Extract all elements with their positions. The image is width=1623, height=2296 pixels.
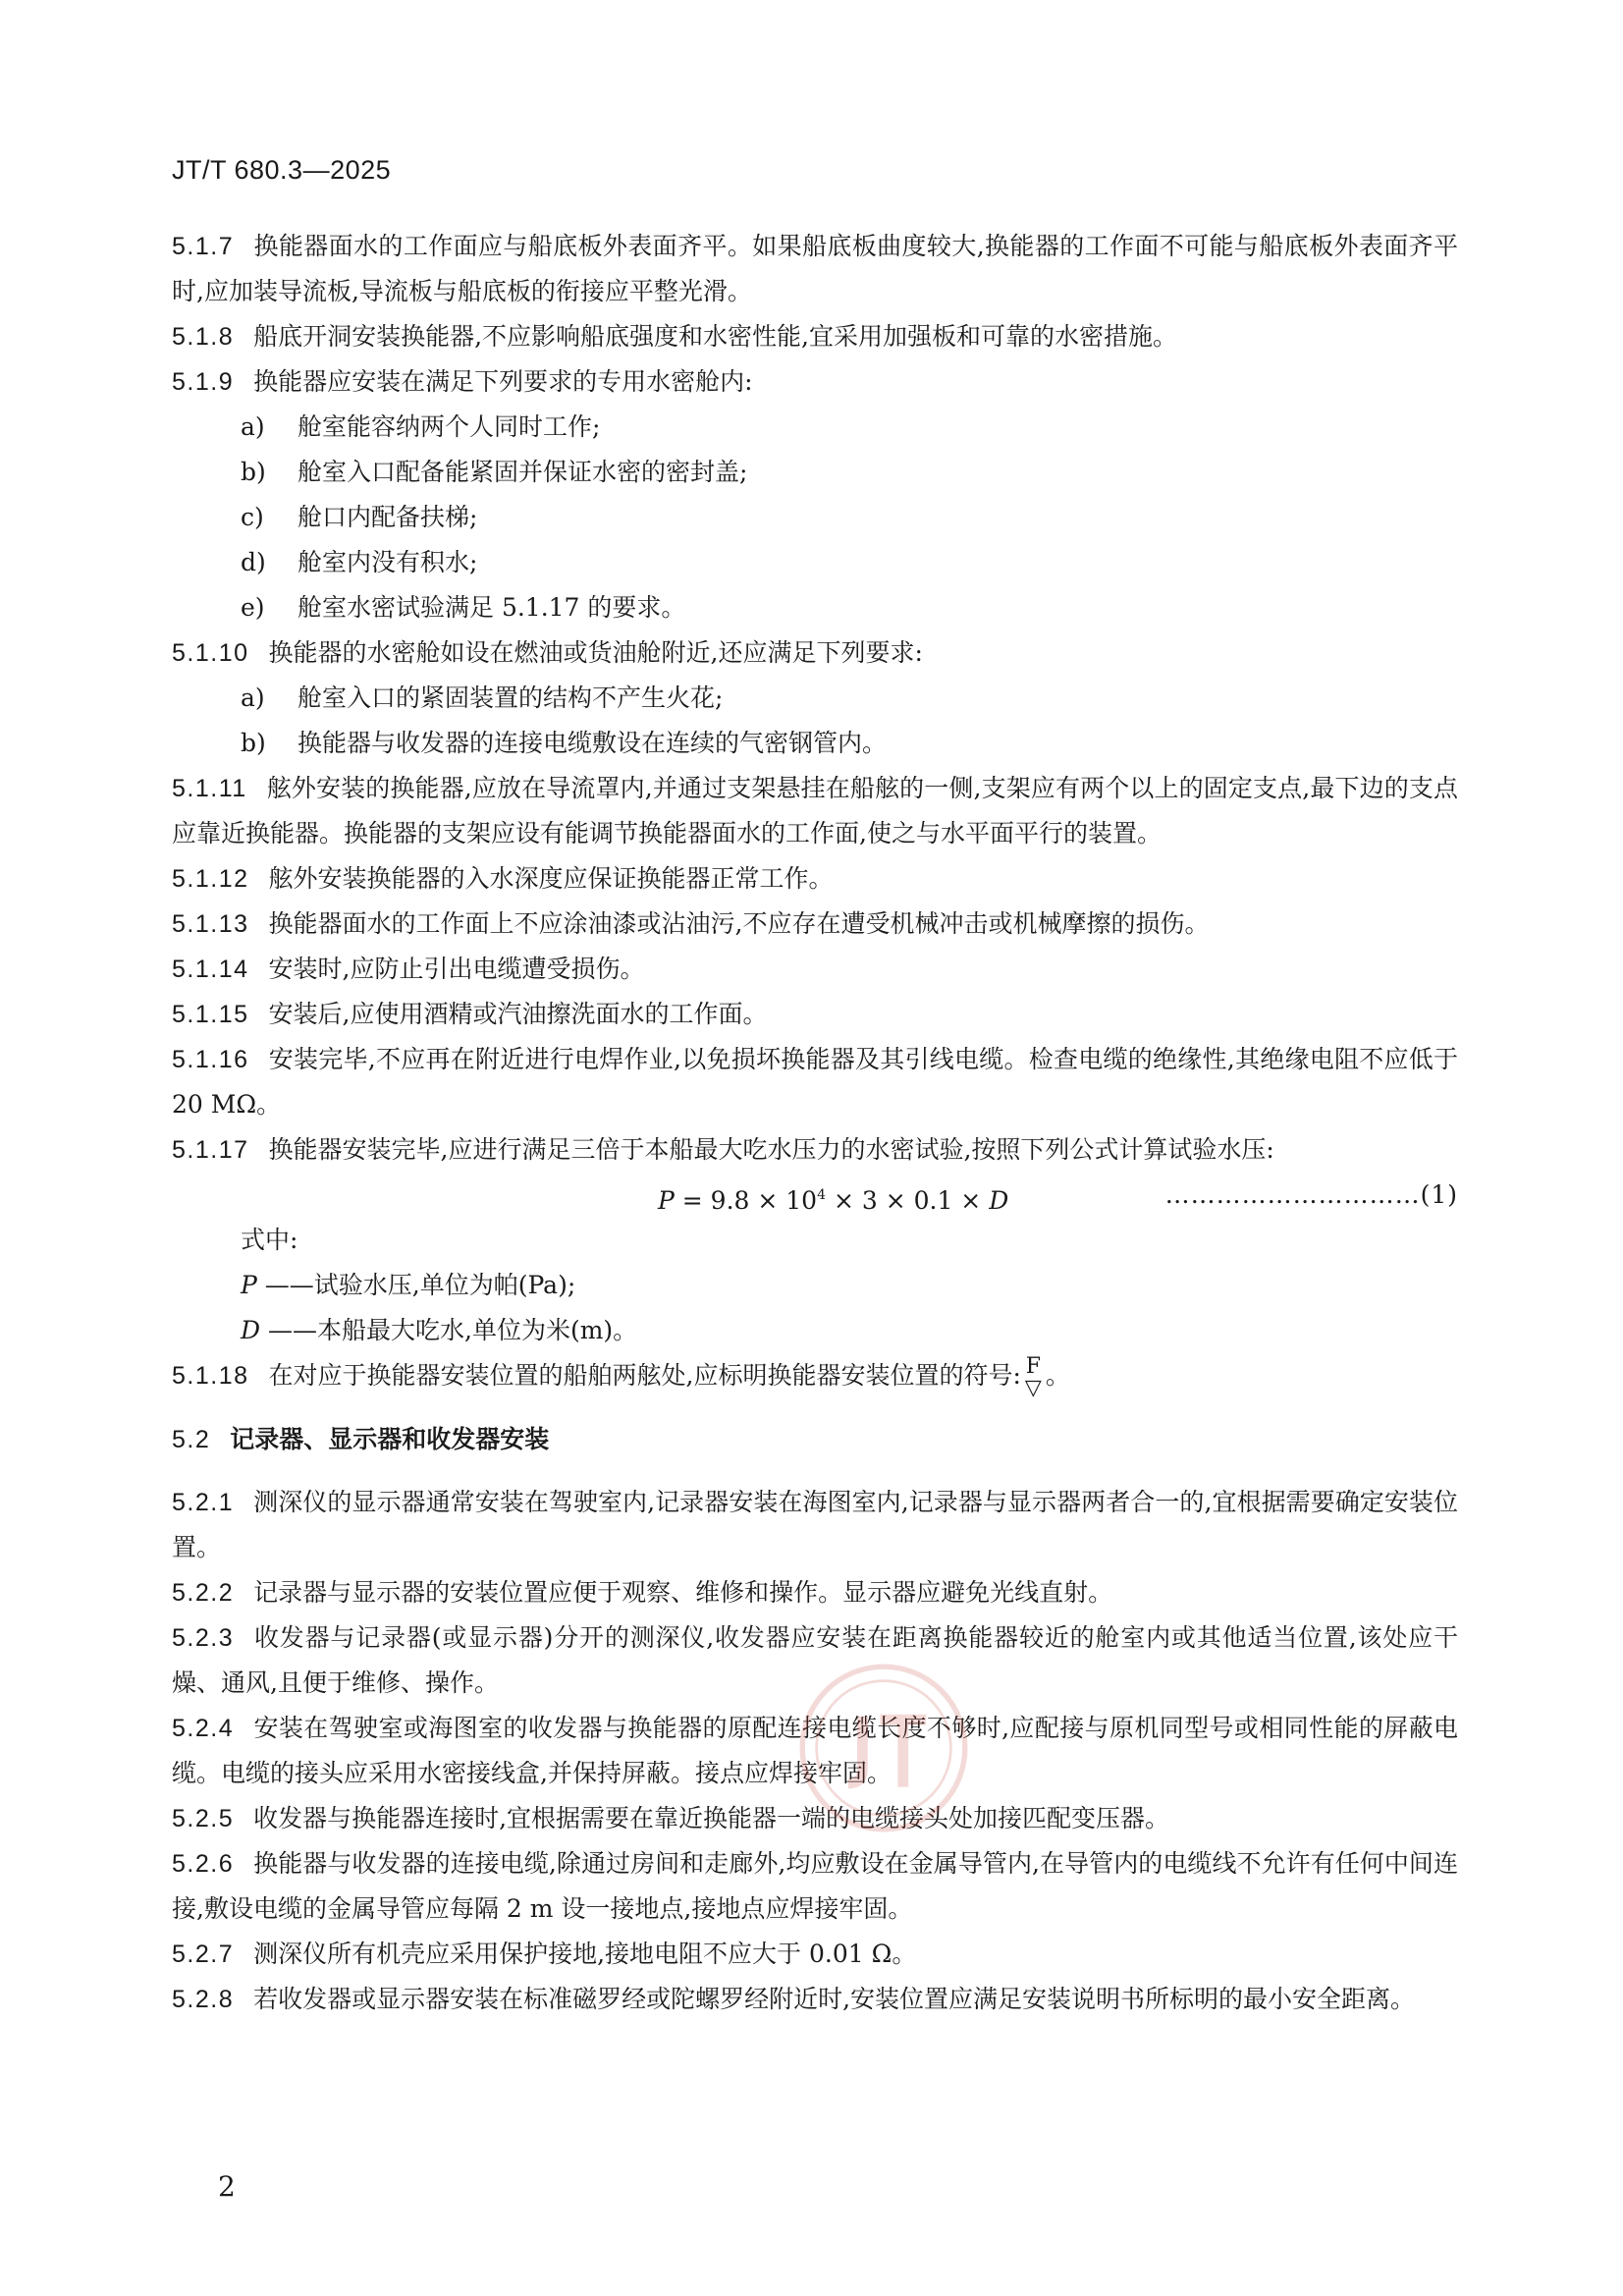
list-item: e) 舱室水密试验满足 5.1.17 的要求。 xyxy=(241,593,686,622)
list-5-1-10 xyxy=(172,676,1458,766)
clause-5-1-10: 5.1.10 换能器的水密舱如设在燃油或货油舱附近,还应满足下列要求: xyxy=(172,638,923,667)
clause-5-2-6: 5.2.6 换能器与收发器的连接电缆,除通过房间和走廊外,均应敷设在金属导管内,在导管内的电缆线不允许有任何中间连接,敷设电缆的金属导管应每隔 2 m 设一接地点,接地点应焊接牢固。 xyxy=(172,1848,1458,1923)
clause-5-1-18: 5.1.18 在对应于换能器安装位置的船舶两舷处,应标明换能器安装位置的符号: F ▽ 。 xyxy=(172,1353,1070,1400)
clause-5-1-17: 5.1.17 换能器安装完毕,应进行满足三倍于本船最大吃水压力的水密试验,按照下列公式计算试验水压: xyxy=(172,1135,1274,1164)
list-5-1-9 xyxy=(172,405,1458,630)
clause-5-1-9: 5.1.9 换能器应安装在满足下列要求的专用水密舱内: xyxy=(172,367,753,396)
formula-number: …………………………(1) xyxy=(1164,1180,1458,1209)
clause-5-1-13: 5.1.13 换能器面水的工作面上不应涂油漆或沾油污,不应存在遭受机械冲击或机械摩擦的损伤。 xyxy=(172,909,1210,938)
clauses-5-1-11-to-5-1-17 xyxy=(172,766,1458,1173)
clause-5-2-2: 5.2.2 记录器与显示器的安装位置应便于观察、维修和操作。显示器应避免光线直射。 xyxy=(172,1577,1113,1607)
clause-5-1-14: 5.1.14 安装时,应防止引出电缆遭受损伤。 xyxy=(172,955,645,983)
section-heading-5-2: 5.2 记录器、显示器和收发器安装 xyxy=(172,1425,550,1453)
transducer-position-symbol: F ▽ xyxy=(1024,1353,1042,1400)
where-label: 式中: xyxy=(241,1226,298,1254)
clause-5-1-15: 5.1.15 安装后,应使用酒精或汽油擦洗面水的工作面。 xyxy=(172,1000,768,1028)
clause-5-1-16: 5.1.16 安装完毕,不应再在附近进行电焊作业,以免损坏换能器及其引线电缆。检查电缆的绝缘性,其绝缘电阻不应低于 20 MΩ。 xyxy=(172,1045,1458,1119)
clause-5-2-4: 5.2.4 安装在驾驶室或海图室的收发器与换能器的原配连接电缆长度不够时,应配接与原机同型号或相同性能的屏蔽电缆。电缆的接头应采用水密接线盒,并保持屏蔽。接点应焊接牢固。 xyxy=(172,1713,1458,1787)
clause-5-2-3: 5.2.3 收发器与记录器(或显示器)分开的测深仪,收发器应安装在距离换能器较近的舱室内或其他适当位置,该处应干燥、通风,且便于维修、操作。 xyxy=(172,1622,1458,1697)
clause-5-1-11: 5.1.11 舷外安装的换能器,应放在导流罩内,并通过支架悬挂在船舷的一侧,支架应有两个以上的固定支点,最下边的支点应靠近换能器。换能器的支架应设有能调节换能器面水的工作面,使之与水平面平行的装置。 xyxy=(172,774,1458,847)
clause-5-1-8: 5.1.8 船底开洞安装换能器,不应影响船底强度和水密性能,宜采用加强板和可靠的水密措施。 xyxy=(172,322,1178,351)
clauses-5-1-7-to-5-1-9 xyxy=(172,224,1458,405)
clause-5-2-5: 5.2.5 收发器与换能器连接时,宜根据需要在靠近换能器一端的电缆接头处加接匹配变压器。 xyxy=(172,1803,1170,1832)
formula-expression: $P = 9.8 \times 10^4 \times 3 \times 0.1 \times D$ xyxy=(658,1186,1009,1215)
list-item: c) 舱口内配备扶梯; xyxy=(241,503,478,531)
clause-5-1-12: 5.1.12 舷外安装换能器的入水深度应保证换能器正常工作。 xyxy=(172,864,834,893)
clause-5-2-7: 5.2.7 测深仪所有机壳应采用保护接地,接地电阻不应大于 0.01 Ω。 xyxy=(172,1939,917,1968)
list-item: b) 舱室入口配备能紧固并保证水密的密封盖; xyxy=(241,458,748,486)
list-item: a) 舱室入口的紧固装置的结构不产生火花; xyxy=(241,683,724,712)
list-item: b) 换能器与收发器的连接电缆敷设在连续的气密钢管内。 xyxy=(241,729,888,757)
list-item: a) 舱室能容纳两个人同时工作; xyxy=(241,412,601,441)
document-code: JT/T 680.3—2025 xyxy=(172,155,392,185)
formula-1 xyxy=(172,1173,1458,1218)
jt-watermark-seal-icon xyxy=(795,1660,972,1836)
page-number: 2 xyxy=(218,2170,236,2203)
clause-5-2-1: 5.2.1 测深仪的显示器通常安装在驾驶室内,记录器安装在海图室内,记录器与显示器两者合一的,宜根据需要确定安装位置。 xyxy=(172,1487,1458,1561)
list-item: d) 舱室内没有积水; xyxy=(241,548,478,576)
variable-definition: D ——本船最大吃水,单位为米(m)。 xyxy=(241,1316,638,1344)
clause-5-1-7: 5.1.7 换能器面水的工作面应与船底板外表面齐平。如果船底板曲度较大,换能器的工作面不可能与船底板外表面齐平时,应加装导流板,导流板与船底板的衔接应平整光滑。 xyxy=(172,232,1458,305)
variable-definition: P ——试验水压,单位为帕(Pa); xyxy=(241,1271,576,1299)
clause-5-2-8: 5.2.8 若收发器或显示器安装在标准磁罗经或陀螺罗经附近时,安装位置应满足安装说明书所标明的最小安全距离。 xyxy=(172,1984,1416,2013)
